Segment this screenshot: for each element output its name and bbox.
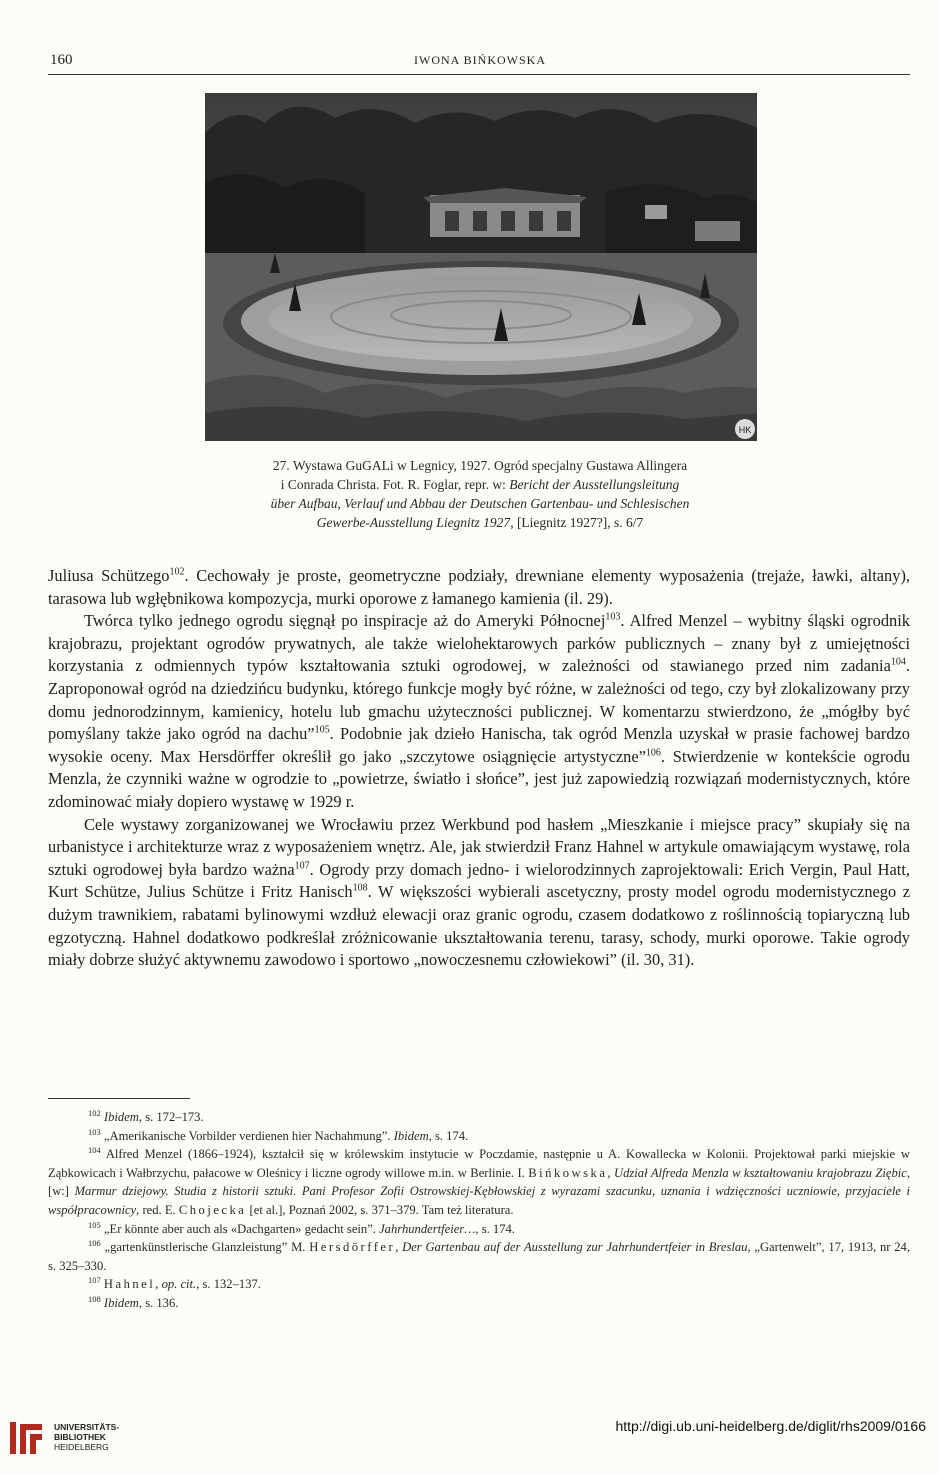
library-logo-icon: [8, 1418, 48, 1458]
garden-photograph-drawing: [205, 93, 757, 441]
figure-caption: [185, 456, 775, 532]
footnote-rule: [48, 1098, 190, 1099]
caption-line-4: Gewerbe-Ausstellung Liegnitz 1927, [Liegnitz 1927?], s. 6/7: [316, 515, 644, 530]
caption-line-1: 27. Wystawa GuGALi w Legnicy, 1927. Ogród specjalny Gustawa Allingera: [272, 458, 688, 473]
paragraph-1: Juliusa Schützego$^{102}$. Cechowały je proste, geometryczne podziały, drewniane elementy wyposażenia (trejaże, ławki, altany), tarasowa lub wgłębnikowa kompozycja, murki oporowe z łamanego kamienia (il. 29).: [48, 566, 910, 608]
footnotes: [48, 1108, 910, 1313]
body-text: [48, 565, 910, 972]
library-logo[interactable]: [8, 1418, 128, 1458]
footnote-102: $^{102}$ Ibidem, s. 172–173.: [88, 1107, 204, 1124]
paragraph-2: Twórca tylko jednego ogrodu sięgnął po inspiracje aż do Ameryki Północnej$^{103}$. Alfred Menzel – wybitny śląski ogrodnik krajobrazu, projektant ogrodów prywatnych, ale także wielohektarowych parków publicznych – znany był z umiejętności korzystania z odmiennych typów kształtowania sztuki ogrodowej, w zależności od stawianego przed nim zadania$^{104}$. Zaproponował ogród na dziedzińcu budynku, którego funkcje mogły być różne, w zależności od tego, czy był zlokalizowany przy domu jednorodzinnym, kamienicy, hotelu lub gmachu użyteczności publicznej. W komentarzu stwierdzono, że „mógłby być pomyślany także jako ogród na dachu”$^{105}$. Podobnie jak dzieło Hanischa, tak ogród Menzla uzyskał w prasie fachowej bardzo wysokie oceny. Max Hersdörffer określił go jako „szczytowe osiągnięcie artystyczne”$^{106}$. Stwierdzenie w kontekście ogrodu Menzla, że czynniki ważne w ogrodzie to „powietrze, światło i słońce”, jest już zapowiedzią rozwiązań modernistycznych, które zdominować miały dopiero wystawę w 1929 r.: [48, 611, 911, 811]
footnote-ref[interactable]: 102: [169, 566, 185, 578]
footnote-103: $^{103}$ „Amerikanische Vorbilder verdienen hier Nachahmung”. Ibidem, s. 174.: [88, 1126, 469, 1143]
footnote-ref[interactable]: 104: [890, 656, 906, 668]
footnote-105: $^{105}$ „Er könnte aber auch als «Dachgarten» gedacht sein”. Jahrhundertfeier…, s. 174.: [88, 1219, 515, 1236]
footnote-106: $^{106}$ „gartenkünstlerische Glanzleistung” M. Hersdörffer, Der Gartenbau auf der Ausstellung zur Jahrhundertfeier in Breslau, „Gartenwelt”, 17, 1913, nr 24, s. 325–330.: [48, 1237, 910, 1273]
footnote-104: $^{104}$ Alfred Menzel (1866–1924), kształcił się w królewskim instytucie w Poczdamie, następnie u A. Kowallecka w Kolonii. Projektował parki miejskie w Ząbkowicach i Wałbrzychu, pałacowe w Oleśnicy i liczne ogrody willowe m.in. w Berlinie. I. Bińkowska, Udział Alfreda Menzla w kształtowaniu krajobrazu Ziębic, [w:] Marmur dziejowy. Studia z historii sztuki. Pani Profesor Zofii Ostrowskiej-Kębłowskiej z wyrazami szacunku, uznania i wdzięczności uczniowie, przyjaciele i współpracownicy, red. E. Chojecka [et al.], Poznań 2002, s. 371–379. Tam też literatura.: [48, 1145, 910, 1217]
page-number: 160: [50, 52, 73, 68]
footnote-ref[interactable]: 105: [314, 724, 330, 736]
caption-line-3: über Aufbau, Verlauf und Abbau der Deutschen Gartenbau- und Schlesischen: [270, 496, 690, 511]
footnote-107: $^{107}$ Hahnel, op. cit., s. 132–137.: [88, 1275, 261, 1292]
library-logo-text: UNIVERSITÄTS- BIBLIOTHEK HEIDELBERG: [54, 1422, 120, 1452]
footnote-ref[interactable]: 108: [352, 882, 368, 894]
caption-line-2: i Conrada Christa. Fot. R. Foglar, repr. w: Bericht der Ausstellungsleitung: [280, 477, 680, 492]
header-rule: [48, 74, 910, 75]
footnote-ref[interactable]: 103: [605, 611, 621, 623]
source-url[interactable]: http://digi.ub.uni-heidelberg.de/diglit/rhs2009/0166: [615, 1418, 926, 1434]
paragraph-3: Cele wystawy zorganizowanej we Wrocławiu przez Werkbund pod hasłem „Mieszkanie i miejsce pracy” skupiały się na urbanistyce i architekturze wraz z wyposażeniem wnętrz. Ale, jak stwierdził Franz Hahnel w artykule omawiającym wystawę, rola sztuki ogrodowej była bardzo ważna$^{107}$. Ogrody przy domach jedno- i wielorodzinnych zaprojektowali: Erich Vergin, Paul Hatt, Kurt Schütze, Julius Schütze i Fritz Hanisch$^{108}$. W większości wybierali ascetyczny, prosty model ogrodu modernistycznego z dużym trawnikiem, rabatami bylinowymi wzdłuż elewacji oraz granic ogrodu, czasem dodatkowo z roślinnością topiaryczną lub egzotyczną. Hahnel dodatkowo podkreślał zróżnicowanie ukształtowania terenu, tarasy, schody, murki oporowe. Takie ogrody miały dobrze służyć aktywnemu zawodowo i sportowo „nowoczesnemu człowiekowi” (il. 30, 31).: [48, 814, 910, 970]
monogram-hk: HK: [738, 425, 752, 435]
footnote-ref[interactable]: 106: [645, 747, 661, 759]
running-head: IWONA BIŃKOWSKA: [414, 53, 546, 67]
footnote-ref[interactable]: 107: [294, 860, 310, 872]
garden-photograph: [205, 93, 757, 441]
footnote-108: $^{108}$ Ibidem, s. 136.: [88, 1293, 179, 1310]
page-header: [50, 52, 910, 72]
